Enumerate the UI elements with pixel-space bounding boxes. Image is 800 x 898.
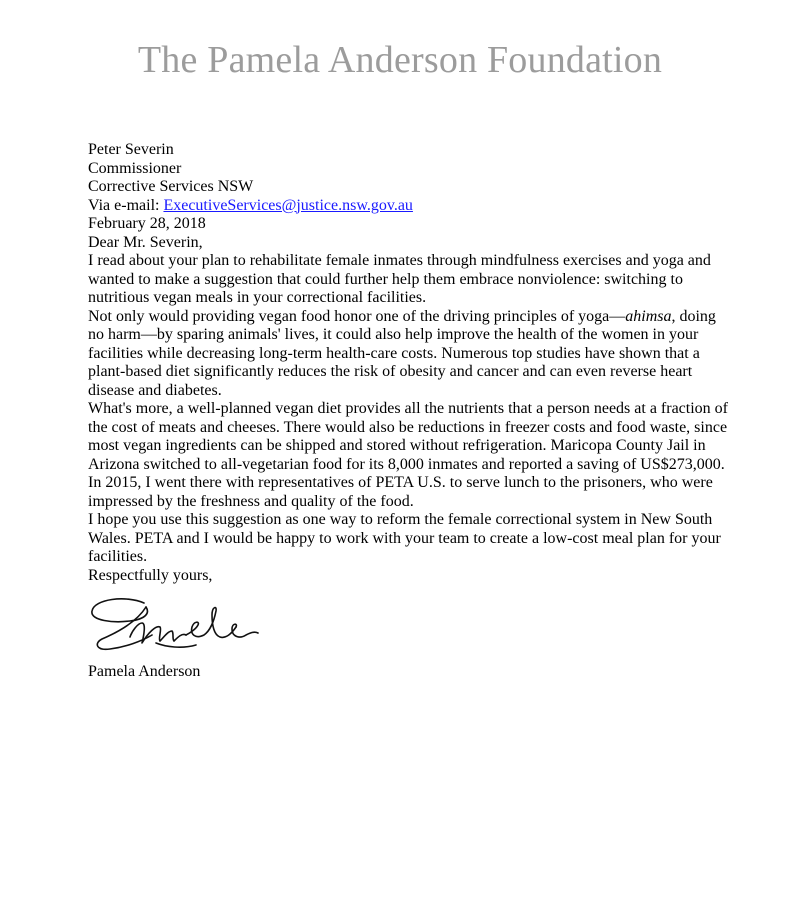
recipient-email-link[interactable]: ExecutiveServices@justice.nsw.gov.au xyxy=(163,196,413,214)
signer-name: Pamela Anderson xyxy=(88,663,201,680)
via-email-line xyxy=(88,197,728,216)
letter-body xyxy=(88,141,728,682)
handwritten-signature-icon xyxy=(86,593,266,663)
via-email-prefix: Via e-mail: xyxy=(88,196,164,214)
paragraph-2-italic: ahimsa xyxy=(625,307,672,325)
letter-date: February 28, 2018 xyxy=(88,215,206,232)
recipient-title: Commissioner xyxy=(88,159,182,177)
paragraph-2-end: , doing no harm—by sparing animals' lives, it could also help improve the health of the women in your facilities while decreasing long-term health-care costs. Numerous top studies have shown that a plant-based diet significantly reduces the risk of obesity and cancer and can even reverse heart disease and diabetes. xyxy=(88,307,716,399)
paragraph-2-start: Not only would providing vegan food honor one of the driving principles of yoga— xyxy=(88,307,626,325)
salutation: Dear Mr. Severin, xyxy=(88,233,203,251)
paragraph-3: What's more, a well-planned vegan diet provides all the nutrients that a person needs at a fraction of the cost of meats and cheeses. There would also be reductions in freezer costs and food waste, since most vegan ingredients can be shipped and stored without refrigeration. Maricopa County Jail in Arizona switched to all-vegetarian food for its 8,000 inmates and reported a saving of US$273,000. In 2015, I went there with representatives of PETA U.S. to serve lunch to the prisoners, who were impressed by the freshness and quality of the food. xyxy=(88,400,728,510)
recipient-organization: Corrective Services NSW xyxy=(88,178,254,195)
signature-image xyxy=(88,593,268,663)
paragraph-2 xyxy=(88,308,728,401)
recipient-name: Peter Severin xyxy=(88,141,174,158)
letterhead-title: The Pamela Anderson Foundation xyxy=(137,39,663,81)
recipient-address xyxy=(88,141,728,197)
closing: Respectfully yours, xyxy=(88,566,213,584)
paragraph-1: I read about your plan to rehabilitate female inmates through mindfulness exercises and yoga and wanted to make a suggestion that could further help them embrace nonviolence: switching to nutritious vegan meals in your correctional facilities. xyxy=(88,252,711,306)
paragraph-4: I hope you use this suggestion as one way to reform the female correctional system in New South Wales. PETA and I would be happy to work with your team to create a low-cost meal plan for your facilities. xyxy=(88,511,721,565)
